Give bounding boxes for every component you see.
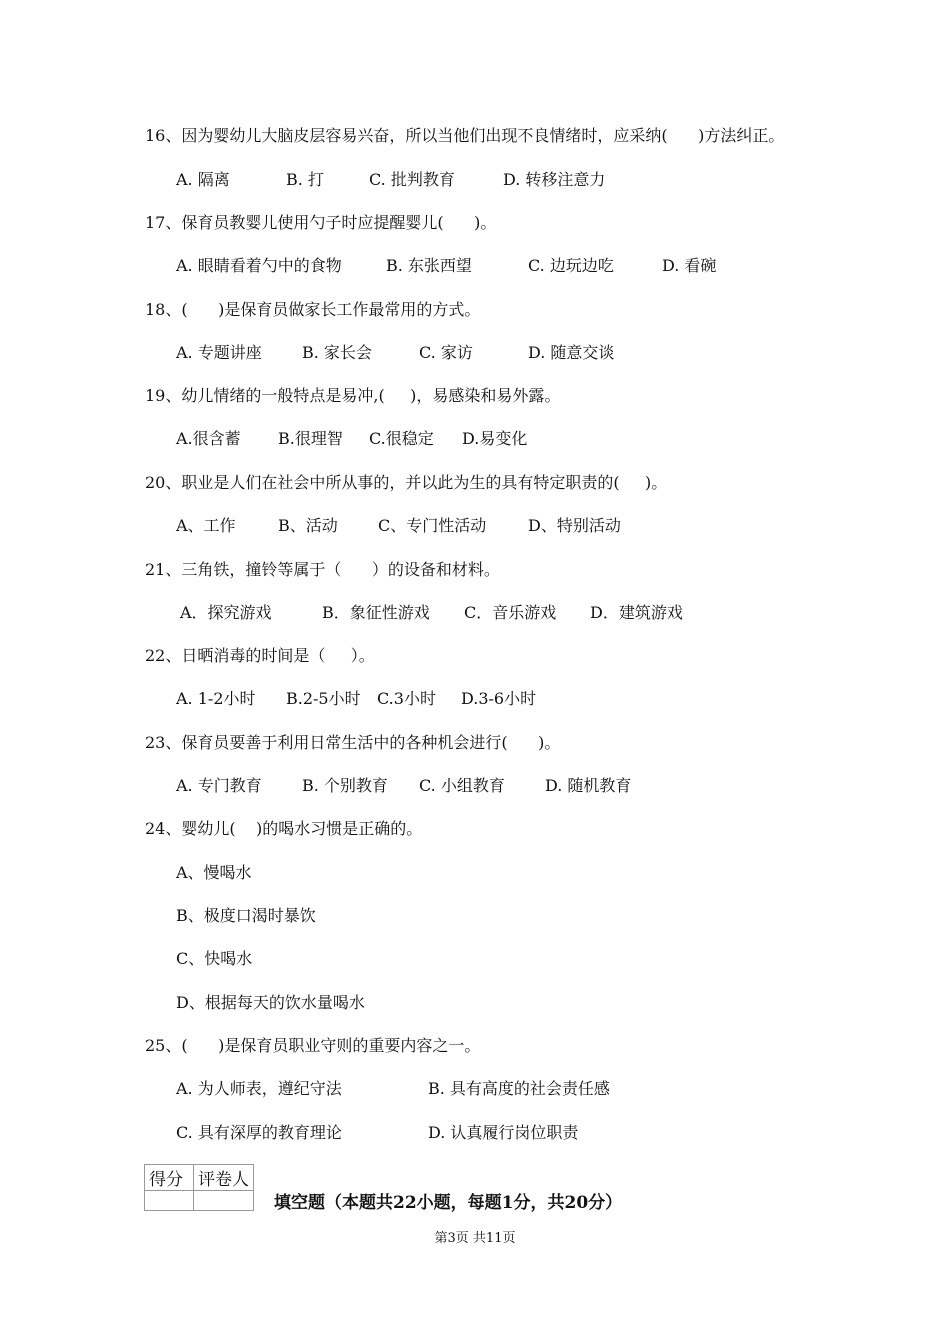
score-label: 得分	[145, 1165, 194, 1191]
question-23: 23、保育员要善于利用日常生活中的各种机会进行( )。	[145, 733, 561, 752]
option-b: B.2-5小时	[286, 689, 361, 708]
option-d: D. 认真履行岗位职责	[428, 1123, 579, 1142]
question-22: 22、日晒消毒的时间是（ ）。	[145, 646, 375, 665]
question-18: 18、( )是保育员做家长工作最常用的方式。	[145, 300, 481, 319]
option-b: B. 打	[286, 170, 324, 189]
option-d: D. 看碗	[662, 256, 717, 275]
option-c: C、快喝水	[176, 949, 253, 968]
option-a: A．探究游戏	[180, 603, 272, 622]
option-c: C. 小组教育	[419, 776, 505, 795]
option-b: B.很理智	[278, 429, 343, 448]
option-a: A、工作	[176, 516, 236, 535]
question-16: 16、因为婴幼儿大脑皮层容易兴奋，所以当他们出现不良情绪时，应采纳( )方法纠正。	[145, 126, 785, 145]
option-d: D.3-6小时	[461, 689, 537, 708]
option-c: C. 具有深厚的教育理论	[176, 1123, 342, 1142]
page-footer: 第3页 共11页	[434, 1231, 516, 1246]
score-box	[144, 1164, 254, 1211]
option-c: C. 批判教育	[369, 170, 455, 189]
option-b: B．象征性游戏	[322, 603, 430, 622]
option-a: A. 专题讲座	[176, 343, 262, 362]
option-c: C.很稳定	[369, 429, 434, 448]
option-b: B. 东张西望	[386, 256, 472, 275]
option-b: B. 家长会	[302, 343, 372, 362]
option-a: A. 1-2小时	[176, 689, 256, 708]
grader-label: 评卷人	[194, 1165, 254, 1191]
option-d: D. 随意交谈	[528, 343, 615, 362]
option-a: A. 为人师表，遵纪守法	[176, 1079, 342, 1098]
option-c: C．音乐游戏	[464, 603, 557, 622]
option-d: D. 随机教育	[545, 776, 632, 795]
question-21: 21、三角铁，撞铃等属于（ ）的设备和材料。	[145, 560, 500, 579]
option-d: D. 转移注意力	[503, 170, 606, 189]
question-17: 17、保育员教婴儿使用勺子时应提醒婴儿( )。	[145, 213, 497, 232]
option-a: A、慢喝水	[176, 863, 252, 882]
option-d: D.易变化	[462, 429, 528, 448]
option-b: B、极度口渴时暴饮	[176, 906, 316, 925]
option-d: D、特别活动	[528, 516, 621, 535]
section-title: 填空题（本题共22小题，每题1分，共20分）	[274, 1193, 623, 1213]
option-a: A. 眼睛看着勺中的食物	[176, 256, 342, 275]
option-a: A.很含蓄	[176, 429, 241, 448]
option-b: B. 个别教育	[302, 776, 388, 795]
option-b: B、活动	[278, 516, 338, 535]
score-cell	[145, 1191, 194, 1211]
question-24: 24、婴幼儿( )的喝水习惯是正确的。	[145, 819, 423, 838]
question-25: 25、( )是保育员职业守则的重要内容之一。	[145, 1036, 481, 1055]
option-c: C、专门性活动	[378, 516, 487, 535]
option-d: D．建筑游戏	[590, 603, 683, 622]
option-d: D、根据每天的饮水量喝水	[176, 993, 365, 1012]
option-b: B. 具有高度的社会责任感	[428, 1079, 610, 1098]
grader-cell	[194, 1191, 254, 1211]
question-19: 19、幼儿情绪的一般特点是易冲,( )，易感染和易外露。	[145, 386, 561, 405]
option-c: C. 家访	[419, 343, 473, 362]
option-c: C.3小时	[377, 689, 436, 708]
option-c: C. 边玩边吃	[528, 256, 614, 275]
option-a: A. 专门教育	[176, 776, 262, 795]
option-a: A. 隔离	[176, 170, 230, 189]
question-20: 20、职业是人们在社会中所从事的，并以此为生的具有特定职责的( )。	[145, 473, 668, 492]
